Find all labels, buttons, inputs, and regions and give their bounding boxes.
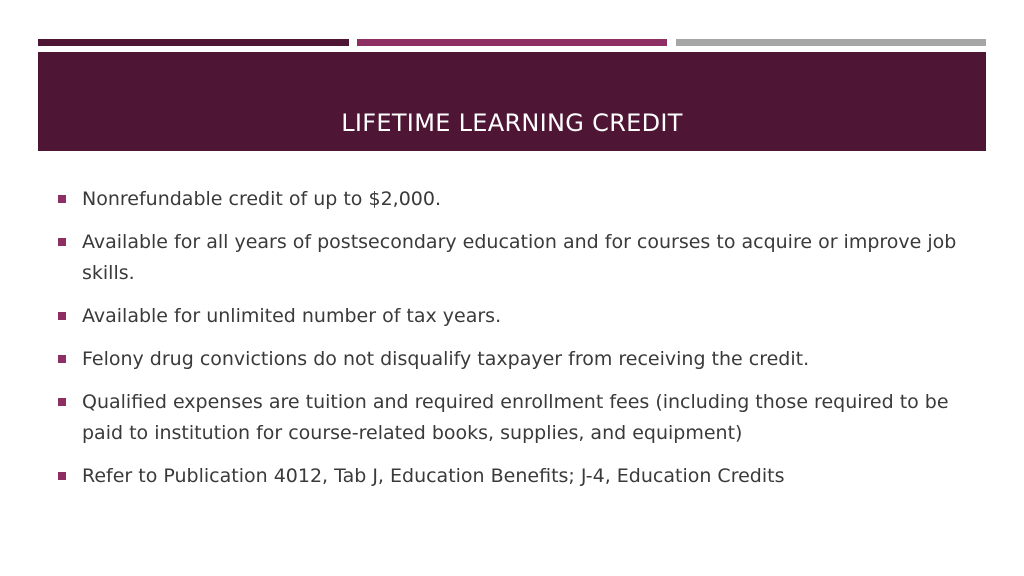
bullet-item <box>56 461 976 492</box>
square-bullet-icon <box>58 398 66 406</box>
square-bullet-icon <box>58 472 66 480</box>
accent-bar-magenta <box>357 39 667 46</box>
bullet-text: Refer to Publication 4012, Tab J, Education Benefits; J-4, Education Credits <box>82 465 785 487</box>
square-bullet-icon <box>58 238 66 246</box>
slide-title: LIFETIME LEARNING CREDIT <box>341 109 683 137</box>
bullet-item <box>56 344 976 375</box>
accent-bar-dark <box>38 39 349 46</box>
bullet-item <box>56 184 976 215</box>
square-bullet-icon <box>58 312 66 320</box>
bullet-item <box>56 301 976 332</box>
bullet-text: Felony drug convictions do not disqualify taxpayer from receiving the credit. <box>82 348 810 370</box>
bullet-text: Available for all years of postsecondary education and for courses to acquire or improve job skills. <box>82 231 957 284</box>
bullet-text: Nonrefundable credit of up to $2,000. <box>82 188 441 210</box>
square-bullet-icon <box>58 195 66 203</box>
bullet-text: Qualified expenses are tuition and required enrollment fees (including those required to be paid to institution for course-related books, supplies, and equipment) <box>82 391 949 444</box>
bullet-item <box>56 227 976 289</box>
square-bullet-icon <box>58 355 66 363</box>
bullet-item <box>56 387 976 449</box>
accent-bar-gray <box>676 39 986 46</box>
title-band <box>38 52 986 151</box>
bullet-text: Available for unlimited number of tax years. <box>82 305 502 327</box>
bullet-list <box>56 184 976 504</box>
